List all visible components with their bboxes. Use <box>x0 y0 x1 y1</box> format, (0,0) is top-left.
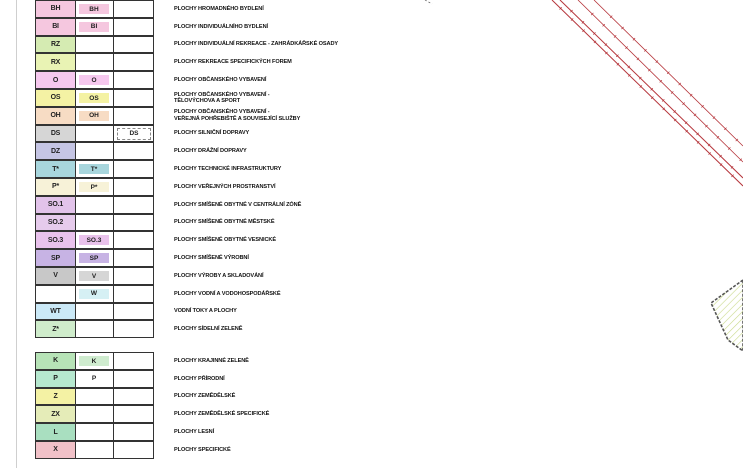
legend-mid-swatch: T* <box>79 164 109 174</box>
legend-code-swatch: Z <box>35 388 75 406</box>
legend-row <box>35 285 675 303</box>
legend-code-swatch: BI <box>35 18 75 36</box>
legend-row <box>35 249 675 267</box>
legend-mid-cell <box>75 370 113 388</box>
legend-row <box>35 352 675 370</box>
legend-right-cell <box>113 142 154 160</box>
legend-right-cell <box>113 303 154 321</box>
legend-right-cell <box>113 36 154 54</box>
legend-mid-swatch: O <box>79 75 109 85</box>
legend-label: PLOCHY VEŘEJNÝCH PROSTRANSTVÍ <box>174 183 276 190</box>
legend-mid-cell <box>75 107 113 125</box>
legend-mid-swatch: SO.3 <box>79 235 109 245</box>
legend-right-cell <box>113 249 154 267</box>
legend-right-cell <box>113 423 154 441</box>
legend-label: PLOCHY INDIVIDUÁLNÍ REKREACE - ZAHRÁDKÁŘSKÉ OSADY <box>174 41 339 48</box>
legend-label: PLOCHY TECHNICKÉ INFRASTRUKTURY <box>174 165 282 172</box>
legend-row <box>35 423 675 441</box>
legend-row <box>35 441 675 459</box>
legend-right-cell <box>113 370 154 388</box>
legend-row <box>35 125 675 143</box>
legend-label: PLOCHY SPECIFICKÉ <box>174 446 231 453</box>
legend-label: PLOCHY SMÍŠENÉ OBYTNÉ V CENTRÁLNÍ ZÓNĚ <box>174 201 302 208</box>
legend-mid-swatch: BI <box>79 22 109 32</box>
legend-mid-cell <box>75 142 113 160</box>
legend-mid-swatch: W <box>79 289 109 299</box>
legend-right-cell <box>113 231 154 249</box>
legend-right-cell <box>113 320 154 338</box>
legend-right-cell <box>113 178 154 196</box>
legend-code-swatch: Z* <box>35 320 75 338</box>
legend-label: PLOCHY SMÍŠENÉ OBYTNÉ MĚSTSKÉ <box>174 219 275 226</box>
legend-mid-swatch: OH <box>79 111 109 121</box>
legend-mid-cell <box>75 196 113 214</box>
legend-code-swatch: T* <box>35 160 75 178</box>
legend-label: PLOCHY SMÍŠENÉ OBYTNÉ VESNICKÉ <box>174 237 276 244</box>
legend-right-cell <box>113 405 154 423</box>
legend-row <box>35 231 675 249</box>
legend-right-cell <box>113 125 154 143</box>
legend-label: PLOCHY LESNÍ <box>174 428 215 435</box>
legend-code-swatch: OS <box>35 89 75 107</box>
legend-code-swatch: OH <box>35 107 75 125</box>
legend-mid-swatch: K <box>79 356 109 366</box>
legend-code-swatch: L <box>35 423 75 441</box>
legend-right-cell <box>113 388 154 406</box>
legend-right-cell <box>113 441 154 459</box>
legend-mid-cell <box>75 320 113 338</box>
legend-label: PLOCHY VÝROBY A SKLADOVÁNÍ <box>174 272 264 279</box>
legend-code-swatch: RX <box>35 53 75 71</box>
legend-code-swatch: P* <box>35 178 75 196</box>
legend-code-swatch: V <box>35 267 75 285</box>
legend-label: PLOCHY HROMADNÉHO BYDLENÍ <box>174 5 264 12</box>
legend-label: PLOCHY OBČANSKÉHO VYBAVENÍ - VEŘEJNÁ POHŘEBIŠTĚ A SOUVISEJÍCÍ SLUŽBY <box>174 109 301 122</box>
legend-mid-cell <box>75 125 113 143</box>
legend-code-swatch: DZ <box>35 142 75 160</box>
legend-label: PLOCHY OBČANSKÉHO VYBAVENÍ - TĚLOVÝCHOVA A SPORT <box>174 91 270 104</box>
legend-mid-cell <box>75 71 113 89</box>
legend-right-cell <box>113 71 154 89</box>
legend-mid-cell <box>75 160 113 178</box>
legend-row <box>35 267 675 285</box>
legend-row <box>35 303 675 321</box>
legend-mid-cell <box>75 423 113 441</box>
legend-code-swatch: K <box>35 352 75 370</box>
legend-mid-cell <box>75 249 113 267</box>
legend-right-cell <box>113 214 154 232</box>
legend-mid-cell <box>75 352 113 370</box>
legend-right-cell <box>113 160 154 178</box>
legend-right-cell <box>113 107 154 125</box>
legend-label: PLOCHY VODNÍ A VODOHOSPODÁŘSKÉ <box>174 290 281 297</box>
legend-mid-cell <box>75 18 113 36</box>
legend-label: PLOCHY ZEMĚDĚLSKÉ SPECIFICKÉ <box>174 411 270 418</box>
legend-row <box>35 142 675 160</box>
legend-code-swatch: DS <box>35 125 75 143</box>
legend-row <box>35 0 675 18</box>
legend-right-cell <box>113 0 154 18</box>
legend-row <box>35 71 675 89</box>
legend-right-cell <box>113 89 154 107</box>
legend-code-swatch: SO.1 <box>35 196 75 214</box>
legend-mid-swatch: P* <box>79 182 109 192</box>
legend-label: PLOCHY PŘÍRODNÍ <box>174 375 225 382</box>
legend-right-cell <box>113 18 154 36</box>
legend-code-swatch: RZ <box>35 36 75 54</box>
legend-mid-cell <box>75 405 113 423</box>
legend-row <box>35 196 675 214</box>
legend-code-swatch: BH <box>35 0 75 18</box>
legend-row <box>35 36 675 54</box>
legend-right-cell <box>113 267 154 285</box>
legend-right-cell <box>113 352 154 370</box>
legend-mid-swatch: BH <box>79 4 109 14</box>
legend-row <box>35 18 675 36</box>
legend-row <box>35 405 675 423</box>
legend-mid-cell <box>75 267 113 285</box>
legend-mid-cell <box>75 214 113 232</box>
legend-mid-swatch: SP <box>79 253 109 263</box>
legend-label: PLOCHY REKREACE SPECIFICKÝCH FOREM <box>174 59 292 66</box>
legend-mid-cell <box>75 441 113 459</box>
legend-mid-cell <box>75 388 113 406</box>
legend-label: PLOCHY INDIVIDUÁLNÍHO BYDLENÍ <box>174 23 268 30</box>
legend-mid-swatch: OS <box>79 93 109 103</box>
legend-row <box>35 320 675 338</box>
legend-right-cell <box>113 53 154 71</box>
legend-label: PLOCHY SMÍŠENÉ VÝROBNÍ <box>174 254 249 261</box>
legend-row <box>35 53 675 71</box>
legend-mid-cell <box>75 178 113 196</box>
legend-code-swatch <box>35 285 75 303</box>
legend-label: PLOCHY SILNIČNÍ DOPRAVY <box>174 130 250 137</box>
legend-row <box>35 214 675 232</box>
legend-mid-cell <box>75 36 113 54</box>
legend-code-swatch: X <box>35 441 75 459</box>
legend-label: PLOCHY OBČANSKÉHO VYBAVENÍ <box>174 76 267 83</box>
legend-mid-cell <box>75 231 113 249</box>
legend-mid-cell <box>75 285 113 303</box>
legend-code-swatch: SO.2 <box>35 214 75 232</box>
legend-row <box>35 178 675 196</box>
legend-mid-cell <box>75 89 113 107</box>
legend-mid-cell <box>75 0 113 18</box>
legend-label: PLOCHY ZEMĚDĚLSKÉ <box>174 393 236 400</box>
legend-mid-cell <box>75 53 113 71</box>
legend-right-swatch: DS <box>117 128 151 140</box>
legend-code-swatch: P <box>35 370 75 388</box>
legend-mid-cell <box>75 303 113 321</box>
legend-right-cell <box>113 285 154 303</box>
legend-code-swatch: WT <box>35 303 75 321</box>
legend-right-cell <box>113 196 154 214</box>
legend-mid-swatch: V <box>79 271 109 281</box>
legend-row <box>35 107 675 125</box>
legend-row <box>35 388 675 406</box>
legend-label: PLOCHY DRÁŽNÍ DOPRAVY <box>174 148 247 155</box>
legend-label: VODNÍ TOKY A PLOCHY <box>174 308 237 315</box>
legend-row <box>35 370 675 388</box>
legend-row <box>35 160 675 178</box>
legend-row <box>35 89 675 107</box>
legend-mid-swatch: P <box>79 374 109 384</box>
legend-code-swatch: SO.3 <box>35 231 75 249</box>
legend-code-swatch: SP <box>35 249 75 267</box>
legend-label: PLOCHY KRAJINNÉ ZELENĚ <box>174 357 249 364</box>
legend-label: PLOCHY SÍDELNÍ ZELENĚ <box>174 326 243 333</box>
legend-code-swatch: ZX <box>35 405 75 423</box>
legend-code-swatch: O <box>35 71 75 89</box>
